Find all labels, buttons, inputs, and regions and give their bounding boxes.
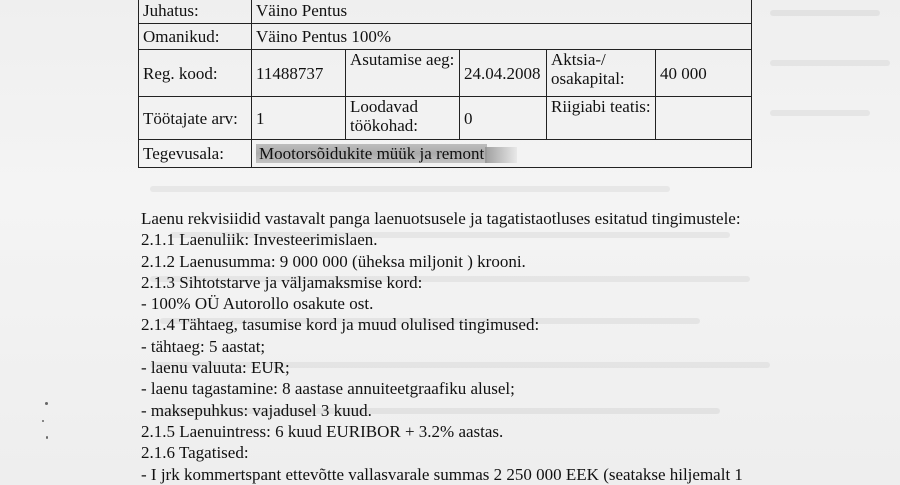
row-juhatus [139, 0, 752, 24]
text-line: 2.1.2 Laenusumma: 9 000 000 (üheksa miljonit ) krooni. [141, 251, 526, 271]
bleed-through [770, 60, 890, 66]
label-omanikud: Omanikud: [139, 24, 252, 50]
label-tootajate-arv: Töötajate arv: [139, 97, 252, 140]
scan-speck [45, 402, 48, 405]
value-asutamise-aeg: 24.04.2008 [460, 50, 547, 97]
text-line: 2.1.4 Tähtaeg, tasumise kord ja muud olulised tingimused: [141, 315, 540, 335]
label-juhatus: Juhatus: [139, 0, 252, 24]
value-tootajate-arv: 1 [252, 97, 346, 140]
bleed-through [150, 186, 670, 192]
row-omanikud [139, 24, 752, 50]
value-juhatus: Väino Pentus [252, 0, 752, 24]
row-tootajate-arv [139, 97, 752, 140]
label-riigiabi-teatis: Riigiabi teatis: [547, 97, 656, 140]
scan-speck [42, 420, 44, 422]
text-line: - laenu valuuta: EUR; [141, 358, 290, 378]
label-tegevusala: Tegevusala: [139, 140, 252, 168]
text-line-intro: Laenu rekvisiidid vastavalt panga laenuotsusele ja tagatistaotluses esitatud tingimustele: [141, 209, 741, 228]
highlighted-activity: Mootorsõidukite müük ja remont [256, 144, 487, 163]
company-info-table [138, 0, 752, 168]
scan-speck [46, 436, 48, 439]
value-riigiabi-teatis [656, 97, 752, 140]
loan-requisites-text [141, 208, 881, 485]
text-line: 2.1.1 Laenuliik: Investeerimislaen. [141, 230, 378, 250]
text-line: - maksepuhkus: vajadusel 3 kuud. [141, 400, 372, 420]
label-loodavad-tookohad: Loodavad töökohad: [346, 97, 460, 140]
bleed-through [770, 110, 870, 116]
bleed-through [770, 10, 880, 16]
row-reg-kood [139, 50, 752, 97]
value-aktsiakapital: 40 000 [656, 50, 752, 97]
value-loodavad-tookohad: 0 [460, 97, 547, 140]
text-line: - laenu tagastamine: 8 aastase annuiteetgraafiku alusel; [141, 379, 515, 399]
value-reg-kood: 11488737 [252, 50, 346, 97]
text-line: 2.1.5 Laenuintress: 6 kuud EURIBOR + 3.2% aastas. [141, 421, 504, 441]
label-asutamise-aeg: Asutamise aeg: [346, 50, 460, 97]
value-tegevusala-cell [252, 140, 752, 168]
text-line: 2.1.3 Sihtotstarve ja väljamaksmise kord: [141, 272, 423, 292]
value-omanikud: Väino Pentus 100% [252, 24, 752, 50]
text-line: 2.1.6 Tagatised: [141, 443, 249, 463]
highlight-smudge [485, 147, 517, 163]
label-aktsiakapital: Aktsia-/ osakapital: [547, 50, 656, 97]
text-line: - tähtaeg: 5 aastat; [141, 336, 266, 356]
label-reg-kood: Reg. kood: [139, 50, 252, 97]
text-line: - 100% OÜ Autorollo osakute ost. [141, 294, 374, 314]
text-line: - I jrk kommertspant ettevõtte vallasvarale summas 2 250 000 EEK (seatakse hiljemalt 1 [141, 464, 743, 484]
row-tegevusala [139, 140, 752, 168]
